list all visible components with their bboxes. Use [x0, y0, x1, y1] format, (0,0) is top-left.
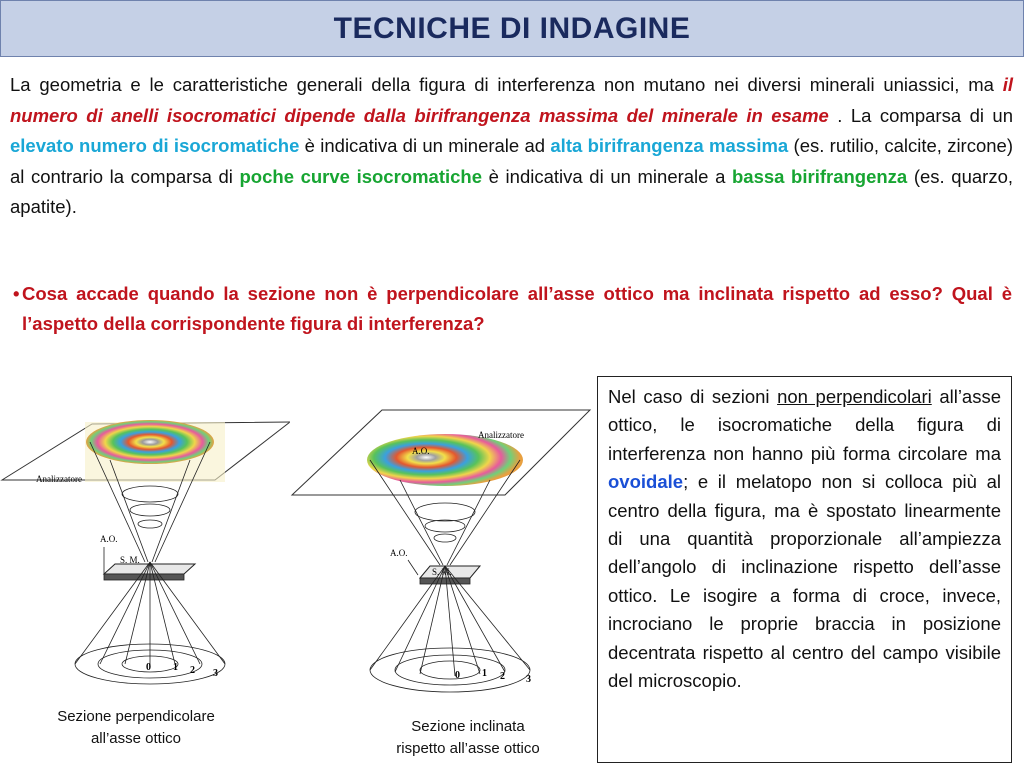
question-text: Cosa accade quando la sezione non è perpendicolare all’asse ottico ma inclinata rispetto ad esso? Qual è l’aspetto della corrispondente figura di interferenza? — [22, 283, 1012, 334]
page-title: TECNICHE DI INDAGINE — [333, 11, 691, 45]
explanation-text-1: Nel caso di sezioni — [608, 386, 778, 407]
conoscopy-diagram-inclined — [290, 390, 600, 710]
intro-text-5: è indicativa di un minerale a — [482, 165, 732, 187]
intro-highlight-green-2: bassa birifrangenza — [731, 165, 908, 187]
optic-axis-label: A.O. — [390, 548, 408, 558]
intro-paragraph — [10, 70, 1013, 223]
intro-text-1: La geometria e le caratteristiche generali della figura di interferenza non mutano nei diversi minerali uniassici, ma — [10, 74, 1003, 95]
analyzer-label: Analizzatore — [36, 474, 82, 484]
caption-line: Sezione perpendicolare — [57, 708, 215, 725]
optic-axis-label: A.O. — [100, 534, 118, 544]
intro-text-3: è indicativa di un minerale ad — [299, 135, 551, 156]
mineral-section-label: S. M. — [432, 567, 452, 577]
explanation-underlined: non perpendicolari — [777, 386, 932, 407]
conoscopy-diagram-perpendicular — [0, 402, 290, 702]
intro-highlight-green-1: poche curve isocromatiche — [239, 165, 483, 187]
intro-highlight-cyan-1: elevato numero di isocromatiche — [10, 135, 300, 156]
mineral-section-label: S. M. — [120, 555, 140, 565]
ring-label-1: 1 — [482, 668, 487, 679]
intro-text-6: (es. quarzo, apatite). — [10, 165, 1013, 217]
intro-text-2: . La comparsa di un — [828, 104, 1014, 126]
bullet-icon: • — [13, 283, 20, 304]
ring-label-0: 0 — [146, 662, 151, 673]
title-bar — [0, 0, 1024, 57]
ring-label-0: 0 — [455, 670, 460, 681]
intro-text-4: (es. rutilio, calcite, zircone) al contrario la comparsa di — [10, 135, 1013, 187]
explanation-text-2: all’asse ottico, le isocromatiche della figura di interferenza non hanno più forma circolare ma — [608, 386, 1002, 464]
explanation-box — [597, 376, 1012, 763]
intro-highlight-red: il numero di anelli isocromatici dipende dalla birifrangenza massima del minerale in esame — [10, 74, 1013, 126]
question-bullet-item — [13, 279, 1012, 339]
explanation-text-3: ; e il melatopo non si colloca più al centro della figura, ma è spostato linearmente di una quantità proporzionale all’ampiezza dell’angolo di inclinazione rispetto dell’asse ottico. Le isogire a forma di croce, invece, incrociano le proprie braccia in posizione decentrata rispetto al centro del campo visibile del microscopio. — [608, 471, 1001, 692]
ring-label-1: 1 — [173, 662, 178, 673]
ring-label-2: 2 — [500, 671, 505, 682]
caption-line: all’asse ottico — [90, 730, 182, 747]
explanation-text — [608, 383, 1001, 695]
interference-figure — [367, 434, 523, 486]
figure-inclined-section — [290, 390, 600, 710]
interference-figure — [86, 420, 214, 464]
mineral-section-side — [420, 578, 470, 584]
figure-perpendicular-section — [0, 402, 290, 702]
lower-light-cone — [370, 566, 530, 692]
explanation-highlight-ovoidale: ovoidale — [608, 471, 684, 493]
ring-label-3: 3 — [213, 668, 218, 679]
ring-label-2: 2 — [190, 665, 195, 676]
optic-axis-top-label: A.O. — [412, 446, 430, 456]
caption-line: Sezione inclinata — [411, 718, 525, 735]
ring-label-3: 3 — [526, 674, 531, 685]
intro-highlight-cyan-2: alta birifrangenza massima — [550, 135, 789, 156]
analyzer-label: Analizzatore — [478, 430, 524, 440]
caption-perpendicular — [30, 706, 242, 750]
optic-axis-line — [408, 560, 418, 575]
caption-line: rispetto all’asse ottico — [396, 740, 540, 757]
caption-inclined — [368, 716, 568, 760]
